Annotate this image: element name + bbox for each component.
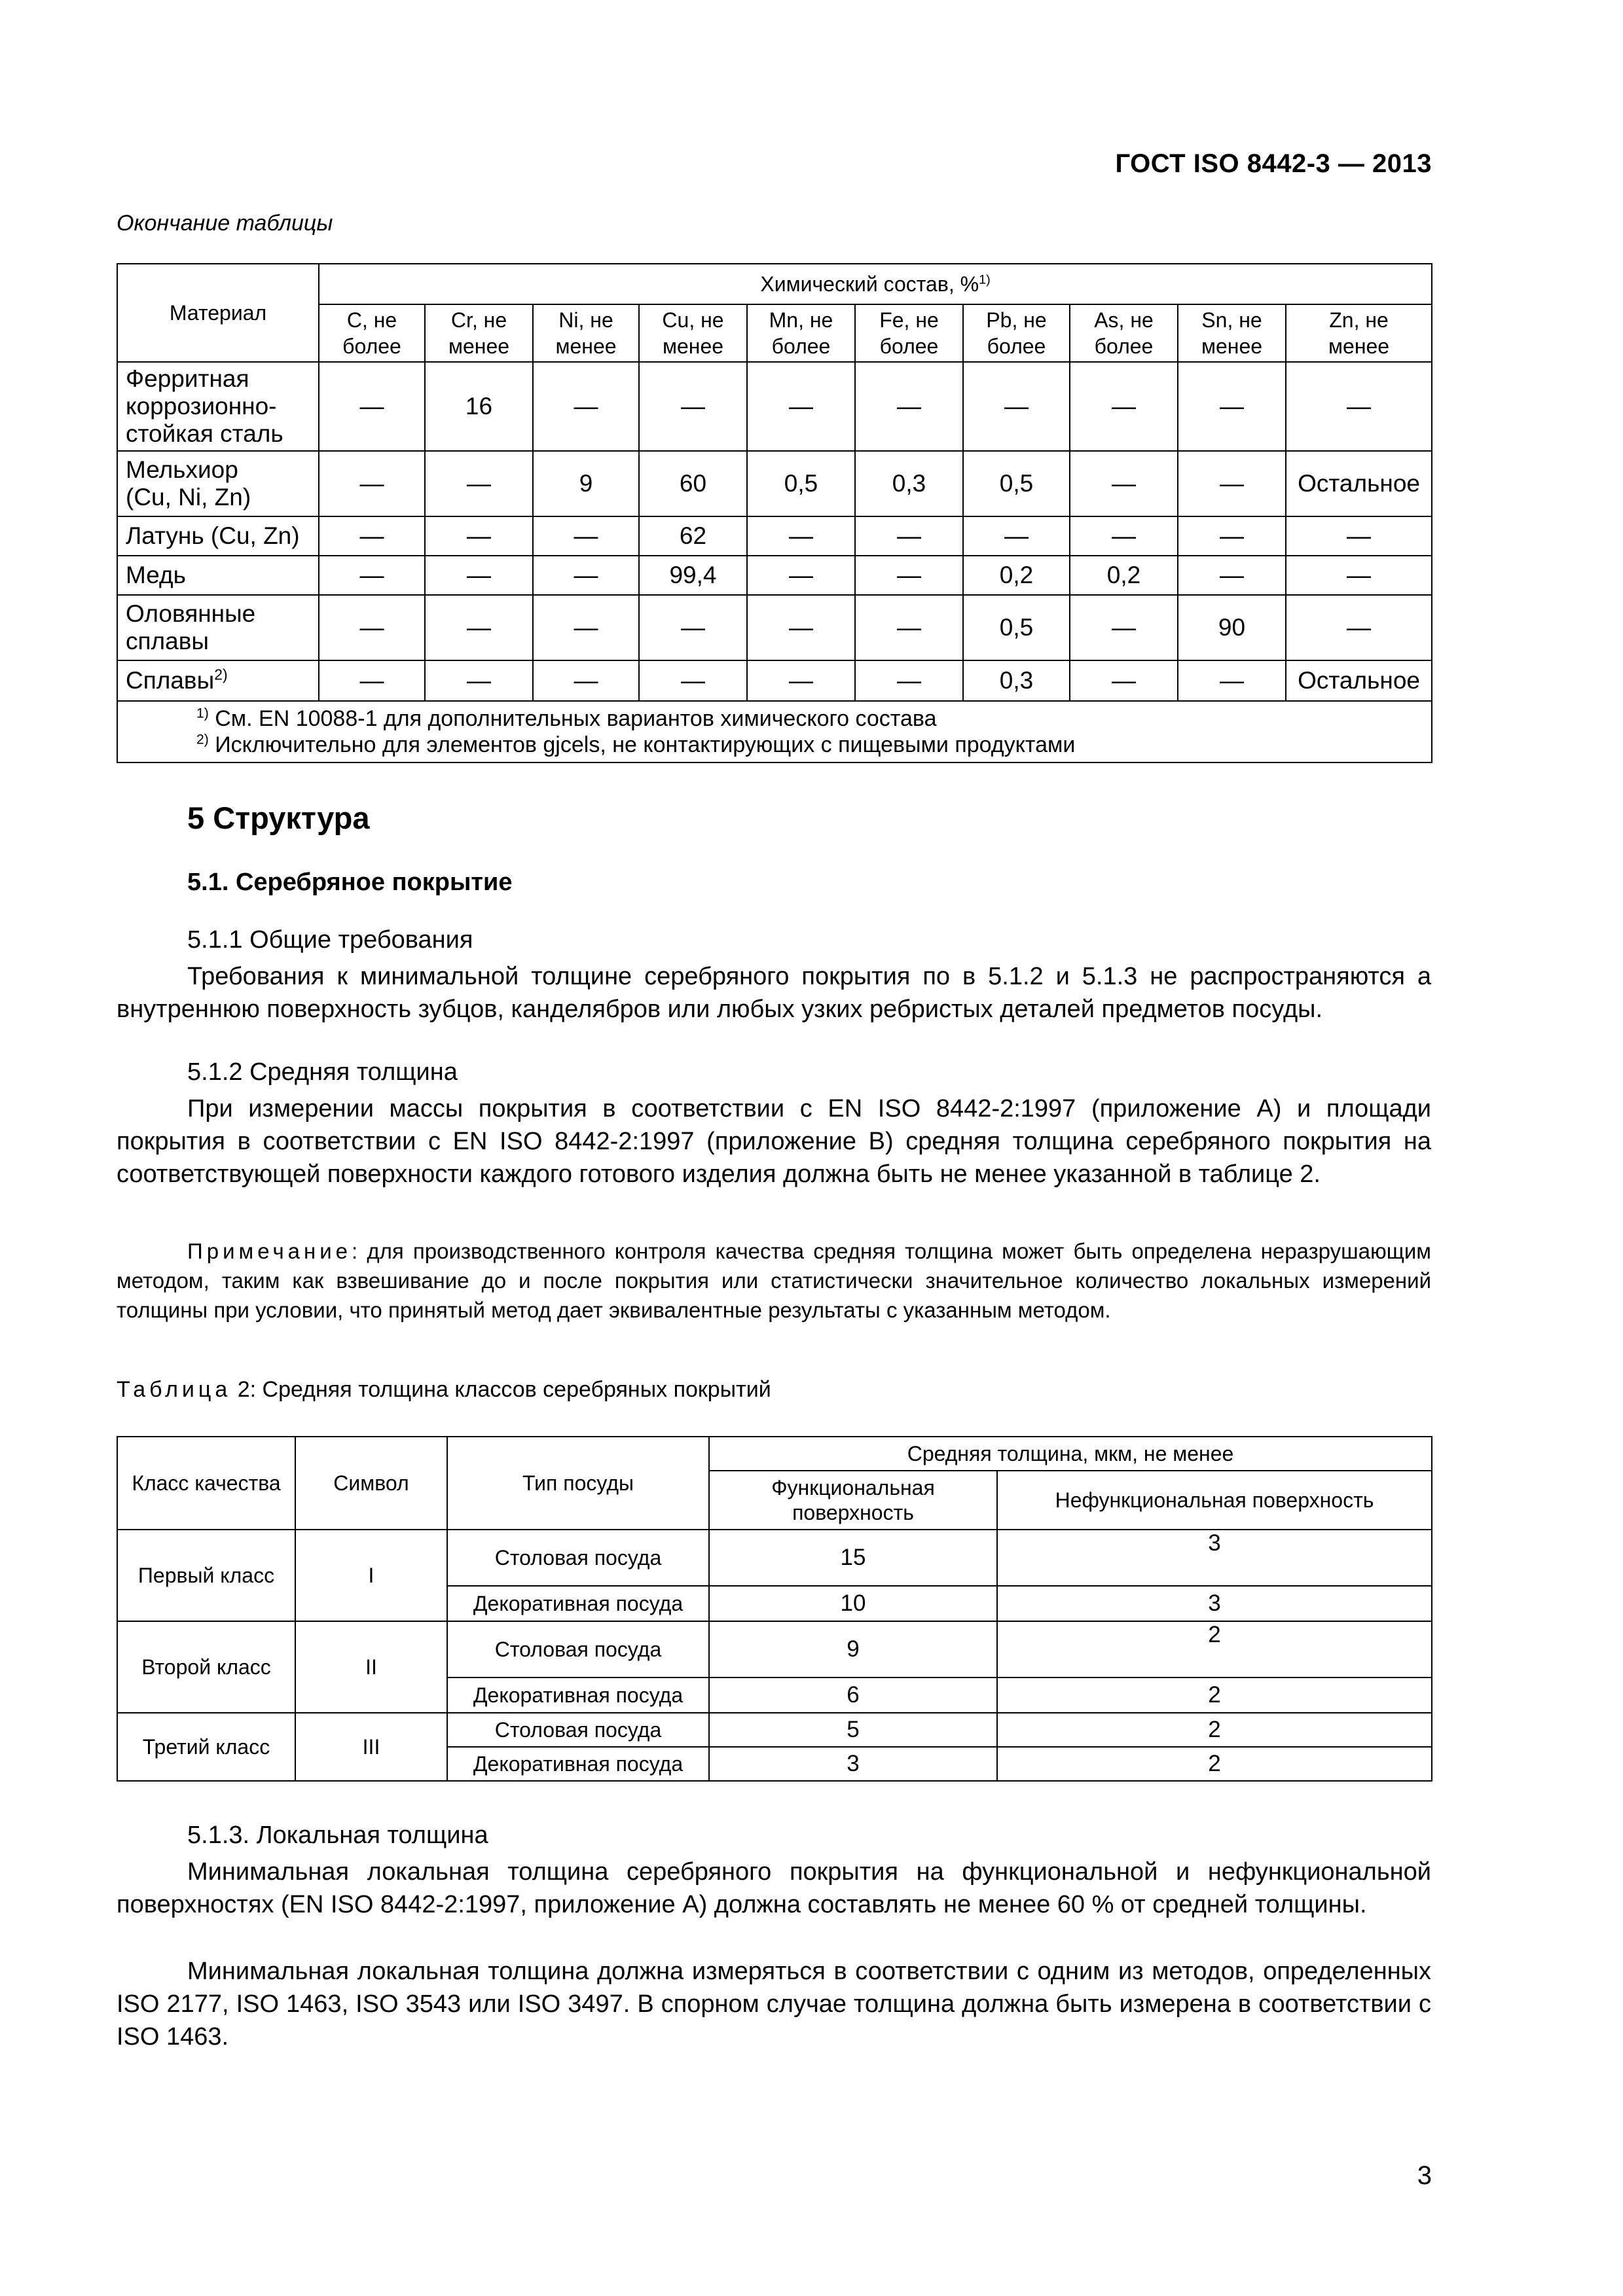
avg-thickness-header: Средняя толщина, мкм, не менее <box>709 1437 1432 1471</box>
value-cell: — <box>425 660 533 701</box>
value-cell: Остальное <box>1286 660 1432 701</box>
value-cell: — <box>855 660 963 701</box>
functional-value-cell: 5 <box>709 1713 997 1747</box>
functional-value-cell: 9 <box>709 1621 997 1677</box>
table-continuation-label: Окончание таблицы <box>117 211 333 236</box>
value-cell: — <box>425 556 533 595</box>
silver-thickness-table <box>117 1436 1432 1782</box>
value-cell: — <box>639 595 747 660</box>
value-cell: 0,5 <box>963 451 1070 516</box>
type-cell: Столовая посуда <box>447 1713 709 1747</box>
subsection-title: 5.1. Серебряное покрытие <box>187 869 513 896</box>
value-cell: — <box>1178 660 1286 701</box>
value-cell: 16 <box>425 362 533 451</box>
type-cell: Столовая посуда <box>447 1530 709 1586</box>
value-cell: — <box>533 362 639 451</box>
value-cell: — <box>1070 595 1178 660</box>
table-row <box>117 451 1432 516</box>
footnote-2: $^{2)}$ Исключительно для элементов gjcels, не контактирующих с пищевыми продуктами <box>196 732 1076 757</box>
value-cell: — <box>963 516 1070 556</box>
element-column-header: Sn, не менее <box>1178 304 1286 362</box>
nonfunctional-value-cell: 2 <box>997 1621 1432 1677</box>
functional-value-cell: 3 <box>709 1747 997 1781</box>
s513-text-2: Минимальная локальная толщина должна измеряться в соответствии с одним из методов, определенных ISO 2177, ISO 1463, ISO 3543 или ISO 3497. В спорном случае толщина должна быть измерена в соответствии с ISO 1463. <box>117 1958 1431 2051</box>
type-header: Тип посуды <box>447 1437 709 1530</box>
s512-title: 5.1.2 Средняя толщина <box>187 1058 458 1086</box>
value-cell: 0,2 <box>1070 556 1178 595</box>
value-cell: — <box>319 660 425 701</box>
chem-composition-header: Химический состав, %$^{1)}$ <box>319 264 1432 304</box>
element-column-header: Mn, не более <box>747 304 855 362</box>
value-cell: 0,3 <box>963 660 1070 701</box>
value-cell: — <box>1178 556 1286 595</box>
element-column-header: Ni, не менее <box>533 304 639 362</box>
table-footnotes <box>117 701 1432 762</box>
element-column-header: As, не более <box>1070 304 1178 362</box>
table2-caption: Таблица 2: Средняя толщина классов серебряных покрытий <box>117 1377 771 1402</box>
value-cell: — <box>425 595 533 660</box>
material-cell: Ферритная коррозионно- стойкая сталь <box>117 362 319 451</box>
nonfunctional-value-cell: 3 <box>997 1530 1432 1586</box>
value-cell: 9 <box>533 451 639 516</box>
table-row <box>117 362 1432 451</box>
table-row <box>117 1530 1432 1586</box>
note-paragraph: Примечание: для производственного контроля качества средняя толщина может быть определена неразрушающим методом, таким как взвешивание до и после покрытия или статистически значительное количество локальных измерений толщины при условии, что принятый метод дает эквивалентные результаты с указанным методом. <box>117 1239 1431 1322</box>
value-cell: — <box>1070 451 1178 516</box>
table-row <box>117 556 1432 595</box>
nonfunctional-value-cell: 2 <box>997 1713 1432 1747</box>
value-cell: 62 <box>639 516 747 556</box>
s513-text-1: Минимальная локальная толщина серебряного покрытия на функциональной и нефункциональной поверхностях (EN ISO 8442-2:1997, приложение A) должна составлять не менее 60 % от средней толщины. <box>117 1858 1431 1918</box>
value-cell: — <box>319 595 425 660</box>
value-cell: — <box>1286 595 1432 660</box>
value-cell: — <box>1070 660 1178 701</box>
functional-surface-header: Функциональная поверхность <box>709 1471 997 1530</box>
nonfunctional-value-cell: 2 <box>997 1747 1432 1781</box>
table-row <box>117 1713 1432 1747</box>
material-cell: Мельхиор (Cu, Ni, Zn) <box>117 451 319 516</box>
value-cell: — <box>1178 516 1286 556</box>
element-column-header: Cu, не менее <box>639 304 747 362</box>
page-number: 3 <box>1417 2161 1432 2190</box>
s511-text: Требования к минимальной толщине серебряного покрытия по в 5.1.2 и 5.1.3 не распространяются а внутреннюю поверхность зубцов, канделябров или любых узких ребристых деталей предметов посуды. <box>117 963 1431 1023</box>
nonfunctional-value-cell: 2 <box>997 1677 1432 1713</box>
value-cell: — <box>319 516 425 556</box>
value-cell: 0,5 <box>963 595 1070 660</box>
value-cell: — <box>639 362 747 451</box>
value-cell: 0,2 <box>963 556 1070 595</box>
class-cell: Третий класс <box>117 1713 295 1781</box>
value-cell: 99,4 <box>639 556 747 595</box>
table-row <box>117 595 1432 660</box>
value-cell: — <box>855 362 963 451</box>
symbol-cell: I <box>295 1530 447 1621</box>
value-cell: — <box>855 516 963 556</box>
symbol-header: Символ <box>295 1437 447 1530</box>
value-cell: — <box>855 556 963 595</box>
value-cell: — <box>747 516 855 556</box>
value-cell: — <box>639 660 747 701</box>
value-cell: — <box>1286 362 1432 451</box>
standard-header: ГОСТ ISO 8442-3 — 2013 <box>1115 149 1432 178</box>
value-cell: — <box>1070 516 1178 556</box>
class-cell: Первый класс <box>117 1530 295 1621</box>
nonfunctional-surface-header: Нефункциональная поверхность <box>997 1471 1432 1530</box>
value-cell: 60 <box>639 451 747 516</box>
value-cell: — <box>425 451 533 516</box>
type-cell: Декоративная посуда <box>447 1747 709 1781</box>
value-cell: 0,3 <box>855 451 963 516</box>
value-cell: — <box>747 660 855 701</box>
value-cell: — <box>747 595 855 660</box>
value-cell: Остальное <box>1286 451 1432 516</box>
element-column-header: Fe, не более <box>855 304 963 362</box>
element-column-header: Cr, не менее <box>425 304 533 362</box>
element-column-header: Pb, не более <box>963 304 1070 362</box>
material-cell: Сплавы$^{2)}$ <box>117 660 319 701</box>
value-cell: — <box>533 556 639 595</box>
nonfunctional-value-cell: 3 <box>997 1586 1432 1621</box>
value-cell: — <box>747 362 855 451</box>
value-cell: 90 <box>1178 595 1286 660</box>
s511-title: 5.1.1 Общие требования <box>187 926 473 954</box>
value-cell: — <box>1178 362 1286 451</box>
type-cell: Декоративная посуда <box>447 1586 709 1621</box>
material-cell: Латунь (Cu, Zn) <box>117 516 319 556</box>
material-cell: Медь <box>117 556 319 595</box>
value-cell: — <box>1286 516 1432 556</box>
value-cell: — <box>1178 451 1286 516</box>
table-row <box>117 516 1432 556</box>
functional-value-cell: 15 <box>709 1530 997 1586</box>
chemical-composition-table <box>117 263 1432 763</box>
section-title: 5 Структура <box>187 800 370 835</box>
element-column-header: C, не более <box>319 304 425 362</box>
value-cell: 0,5 <box>747 451 855 516</box>
type-cell: Столовая посуда <box>447 1621 709 1677</box>
footnote-1: $^{1)}$ См. EN 10088-1 для дополнительных вариантов химического состава <box>196 706 937 731</box>
value-cell: — <box>963 362 1070 451</box>
table-row <box>117 660 1432 701</box>
value-cell: — <box>747 556 855 595</box>
functional-value-cell: 10 <box>709 1586 997 1621</box>
value-cell: — <box>533 660 639 701</box>
s512-text: При измерении массы покрытия в соответствии с EN ISO 8442-2:1997 (приложение A) и площади покрытия в соответствии с EN ISO 8442-2:1997 (приложение B) средняя толщина серебряного покрытия на соответствующей поверхности каждого готового изделия должна быть не менее указанной в таблице 2. <box>117 1095 1431 1188</box>
class-cell: Второй класс <box>117 1621 295 1713</box>
value-cell: — <box>1286 556 1432 595</box>
s513-title: 5.1.3. Локальная толщина <box>187 1821 488 1849</box>
table-row <box>117 1621 1432 1677</box>
value-cell: — <box>855 595 963 660</box>
value-cell: — <box>319 451 425 516</box>
material-header: Материал <box>117 264 319 362</box>
value-cell: — <box>319 362 425 451</box>
class-header: Класс качества <box>117 1437 295 1530</box>
value-cell: — <box>1070 362 1178 451</box>
value-cell: — <box>319 556 425 595</box>
type-cell: Декоративная посуда <box>447 1677 709 1713</box>
value-cell: — <box>533 516 639 556</box>
value-cell: — <box>533 595 639 660</box>
element-column-header: Zn, не менее <box>1286 304 1432 362</box>
symbol-cell: II <box>295 1621 447 1713</box>
material-cell: Оловянные сплавы <box>117 595 319 660</box>
functional-value-cell: 6 <box>709 1677 997 1713</box>
symbol-cell: III <box>295 1713 447 1781</box>
value-cell: — <box>425 516 533 556</box>
